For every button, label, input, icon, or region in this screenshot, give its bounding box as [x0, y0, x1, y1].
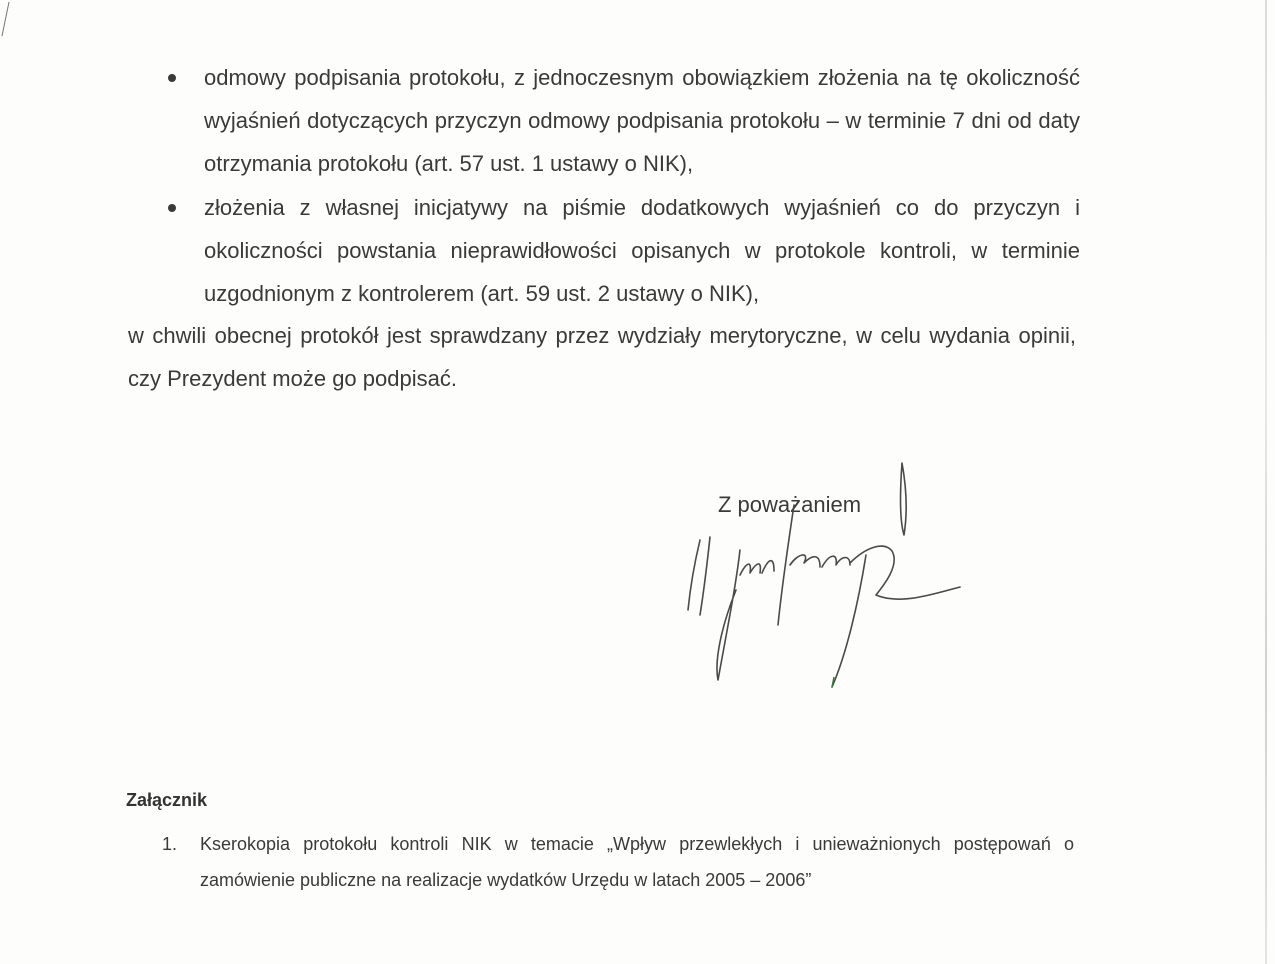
scan-corner-mark [0, 0, 20, 40]
bullet-list [160, 56, 1080, 315]
closing-phrase: Z poważaniem [718, 492, 862, 517]
bullet-text: złożenia z własnej inicjatywy na piśmie dodatkowych wyjaśnień co do przyczyn i okoliczności powstania nieprawidłowości opisanych w protokole kontroli, w terminie uzgodnionym z kontrolerem (art. 59 ust. 2 ustawy o NIK), [204, 195, 1080, 306]
bullet-dot-icon [168, 204, 176, 212]
attachment-text: Kserokopia protokołu kontroli NIK w temacie „Wpływ przewlekłych i unieważnionych postępowań o zamówienie publiczne na realizacje wydatków Urzędu w latach 2005 – 2006” [200, 834, 1074, 890]
body-paragraph: w chwili obecnej protokół jest sprawdzany przez wydziały merytoryczne, w celu wydania opinii, czy Prezydent może go podpisać. [128, 323, 1076, 391]
bullet-item [160, 186, 1080, 315]
bullet-item [160, 56, 1080, 185]
bullet-text: odmowy podpisania protokołu, z jednoczesnym obowiązkiem złożenia na tę okoliczność wyjaśnień dotyczących przyczyn odmowy podpisania protokołu – w terminie 7 dni od daty otrzymania protokołu (art. 57 ust. 1 ustawy o NIK), [204, 65, 1080, 176]
attachment-list [162, 826, 1074, 898]
handwritten-signature [670, 455, 970, 705]
bullet-dot-icon [168, 74, 176, 82]
attachment-number: 1. [162, 834, 178, 854]
attachment-item [162, 826, 1074, 898]
attachment-heading: Załącznik [126, 790, 208, 810]
scan-edge-line [1265, 0, 1267, 964]
